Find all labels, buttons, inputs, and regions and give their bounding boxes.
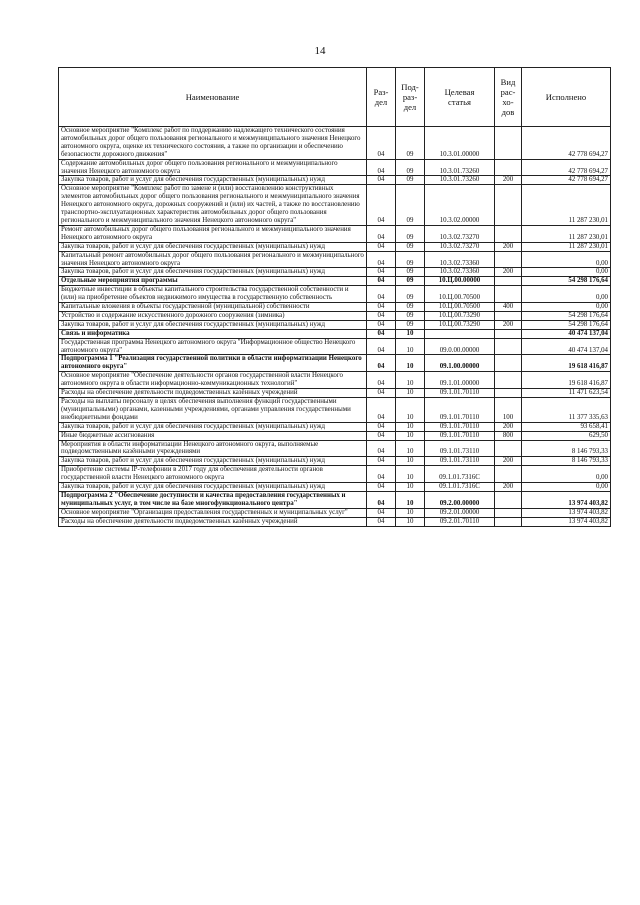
cell-target: 09.1.01.73110 [425,440,495,457]
cell-name: Бюджетные инвестиции в объекты капитального строительства государственной собственности и (или) на приобретение объектов недвижимого имущества в государственную собственность [59,286,367,303]
cell-expense-type: 200 [495,457,522,466]
cell-target: 10.3.01.00000 [425,127,495,160]
cell-expense-type [495,225,522,242]
cell-section: 04 [367,127,396,160]
table-row [59,242,611,251]
cell-executed: 0,00 [522,483,611,492]
table-row [59,517,611,526]
cell-expense-type [495,508,522,517]
table-row [59,457,611,466]
header-executed [522,68,611,127]
cell-section: 04 [367,491,396,508]
cell-name: Закупка товаров, работ и услуг для обеспечения государственных (муниципальных) нужд [59,242,367,251]
cell-section: 04 [367,251,396,268]
cell-section: 04 [367,225,396,242]
cell-expense-type [495,185,522,226]
cell-name: Основное мероприятие "Организация предоставления государственных и муниципальных услуг" [59,508,367,517]
cell-name: Расходы на обеспечение деятельности подведомственных казённых учреждений [59,517,367,526]
cell-subsection: 10 [396,466,425,483]
cell-name: Иные бюджетные ассигнования [59,431,367,440]
cell-target: 09.2.00.00000 [425,491,495,508]
cell-name: Основное мероприятие "Обеспечение деятельности органов государственной власти Ненецкого автономного округа в области информационно-коммуникационных технологий" [59,372,367,389]
cell-executed: 0,00 [522,286,611,303]
cell-name: Связь и информатика [59,329,367,338]
table-row [59,440,611,457]
cell-subsection: 10 [396,389,425,398]
cell-executed: 0,00 [522,268,611,277]
table-row [59,311,611,320]
table-row [59,329,611,338]
cell-executed: 54 298 176,64 [522,320,611,329]
cell-target: 10.3.02.00000 [425,185,495,226]
cell-section: 04 [367,398,396,423]
header-subsection [396,68,425,127]
cell-executed: 54 298 176,64 [522,311,611,320]
table-row [59,225,611,242]
cell-executed: 42 778 694,27 [522,176,611,185]
cell-executed: 11 287 230,01 [522,185,611,226]
cell-executed: 8 146 793,33 [522,457,611,466]
cell-subsection: 10 [396,338,425,355]
cell-expense-type: 200 [495,268,522,277]
cell-section: 04 [367,466,396,483]
cell-name: Основное мероприятие "Комплекс работ по поддержанию надлежащего технического состояния автомобильных дорог общего пользования регионального и межмуниципального значения Ненецкого автономного округа, оценке их технического состояния, а также по организации и обеспечению безопасности дорожного движения" [59,127,367,160]
cell-subsection: 09 [396,303,425,312]
header-target [425,68,495,127]
cell-expense-type [495,329,522,338]
cell-target: 09.1.01.73110 [425,457,495,466]
table-row [59,372,611,389]
cell-section: 04 [367,311,396,320]
cell-target: 10.Ц.00.00000 [425,277,495,286]
cell-section: 04 [367,457,396,466]
cell-subsection: 10 [396,372,425,389]
header-subsection-label: Под- раз- дел [401,82,419,112]
cell-section: 04 [367,329,396,338]
cell-expense-type [495,517,522,526]
cell-section: 04 [367,431,396,440]
table-row [59,466,611,483]
cell-executed: 13 974 403,82 [522,517,611,526]
cell-expense-type: 400 [495,303,522,312]
cell-executed: 11 471 623,54 [522,389,611,398]
cell-expense-type [495,355,522,372]
cell-name: Закупка товаров, работ и услуг для обеспечения государственных (муниципальных) нужд [59,422,367,431]
expenditure-table [58,67,611,527]
cell-target: 10.Ц.00.73290 [425,311,495,320]
cell-target: 10.3.02.73270 [425,225,495,242]
cell-expense-type [495,127,522,160]
table-row [59,286,611,303]
cell-executed: 629,50 [522,431,611,440]
table-row [59,491,611,508]
cell-executed: 0,00 [522,466,611,483]
table-row [59,483,611,492]
cell-subsection: 09 [396,311,425,320]
cell-executed: 13 974 403,82 [522,491,611,508]
cell-expense-type [495,372,522,389]
cell-name: Подпрограмма 1 "Реализация государственной политики в области информатизации Ненецкого автономного округа" [59,355,367,372]
cell-name: Основное мероприятие "Комплекс работ по замене и (или) восстановлению конструктивных элементов автомобильных дорог общего пользования регионального и межмуниципального значения Ненецкого автономного округа, дорожных сооружений и (или) их частей, а также по восстановлению транспортно-эксплуатационных характеристик автомобильных дорог общего пользования регионального и межмуниципального значения Ненецкого автономного округа" [59,185,367,226]
cell-executed: 40 474 137,04 [522,338,611,355]
cell-executed: 13 974 403,82 [522,508,611,517]
cell-section: 04 [367,508,396,517]
cell-executed: 40 474 137,04 [522,329,611,338]
cell-section: 04 [367,286,396,303]
table-row [59,355,611,372]
cell-target [425,329,495,338]
cell-section: 04 [367,372,396,389]
header-section [367,68,396,127]
header-executed-label: Исполнено [545,92,587,102]
cell-name: Закупка товаров, работ и услуг для обеспечения государственных (муниципальных) нужд [59,320,367,329]
cell-section: 04 [367,303,396,312]
cell-expense-type [495,338,522,355]
cell-subsection: 10 [396,329,425,338]
cell-name: Капитальные вложения в объекты государственной (муниципальной) собственности [59,303,367,312]
cell-expense-type [495,311,522,320]
cell-subsection: 09 [396,225,425,242]
cell-expense-type [495,277,522,286]
header-expense-type-label: Вид рас- хо- дов [500,77,516,117]
cell-expense-type [495,491,522,508]
cell-executed: 19 618 416,87 [522,355,611,372]
cell-expense-type: 200 [495,176,522,185]
table-row [59,389,611,398]
cell-subsection: 10 [396,398,425,423]
cell-target: 10.Ц.00.73290 [425,320,495,329]
cell-name: Подпрограмма 2 "Обеспечение доступности и качества предоставления государственных и муниципальных услуг, в том числе на базе многофункционального центра" [59,491,367,508]
cell-target: 09.2.01.70110 [425,517,495,526]
cell-section: 04 [367,517,396,526]
cell-expense-type: 200 [495,320,522,329]
cell-target: 09.1.01.7316С [425,483,495,492]
cell-section: 04 [367,242,396,251]
page-number: 14 [314,45,326,57]
cell-expense-type: 200 [495,242,522,251]
cell-expense-type: 200 [495,483,522,492]
cell-expense-type [495,440,522,457]
cell-target: 09.2.01.00000 [425,508,495,517]
cell-executed: 11 287 230,01 [522,242,611,251]
cell-target: 09.1.00.00000 [425,355,495,372]
header-expense-type [495,68,522,127]
cell-name: Устройство и содержание искусственного дорожного сооружения (зимника) [59,311,367,320]
cell-section: 04 [367,159,396,176]
table-row [59,127,611,160]
cell-subsection: 10 [396,508,425,517]
cell-expense-type [495,389,522,398]
cell-target: 09.0.00.00000 [425,338,495,355]
table-row [59,176,611,185]
cell-subsection: 10 [396,440,425,457]
cell-target: 09.1.01.70110 [425,389,495,398]
cell-subsection: 09 [396,159,425,176]
cell-executed: 0,00 [522,251,611,268]
cell-name: Закупка товаров, работ и услуг для обеспечения государственных (муниципальных) нужд [59,176,367,185]
cell-name: Капитальный ремонт автомобильных дорог общего пользования регионального и межмуниципального значения Ненецкого автономного округа [59,251,367,268]
cell-name: Государственная программа Ненецкого автономного округа "Информационное общество Ненецкого автономного округа" [59,338,367,355]
cell-subsection: 09 [396,320,425,329]
cell-subsection: 09 [396,268,425,277]
cell-name: Расходы на выплаты персоналу в целях обеспечения выполнения функций государственными (муниципальными) органами, казенными учреждениями, органами управления государственными внебюджетными фондами [59,398,367,423]
cell-name: Расходы на обеспечение деятельности подведомственных казённых учреждений [59,389,367,398]
cell-target: 10.3.02.73360 [425,268,495,277]
cell-subsection: 10 [396,422,425,431]
table-row [59,159,611,176]
cell-target: 10.Ц.00.70500 [425,286,495,303]
cell-subsection: 09 [396,176,425,185]
cell-name: Отдельные мероприятия программы [59,277,367,286]
cell-section: 04 [367,320,396,329]
cell-subsection: 10 [396,431,425,440]
cell-section: 04 [367,422,396,431]
cell-name: Приобретение системы IP-телефонии в 2017 году для обеспечения деятельности органов государственной власти Ненецкого автономного округа [59,466,367,483]
table-row [59,338,611,355]
cell-executed: 42 778 694,27 [522,127,611,160]
cell-subsection: 10 [396,517,425,526]
table-row [59,431,611,440]
cell-target: 10.3.01.73260 [425,159,495,176]
cell-subsection: 10 [396,491,425,508]
cell-expense-type: 200 [495,422,522,431]
cell-expense-type [495,159,522,176]
cell-subsection: 09 [396,277,425,286]
cell-executed: 8 146 793,33 [522,440,611,457]
cell-section: 04 [367,355,396,372]
cell-section: 04 [367,277,396,286]
cell-target: 09.1.01.00000 [425,372,495,389]
cell-section: 04 [367,176,396,185]
cell-name: Закупка товаров, работ и услуг для обеспечения государственных (муниципальных) нужд [59,457,367,466]
table-row [59,277,611,286]
cell-executed: 19 618 416,87 [522,372,611,389]
cell-name: Закупка товаров, работ и услуг для обеспечения государственных (муниципальных) нужд [59,483,367,492]
cell-target: 09.1.01.70110 [425,398,495,423]
cell-subsection: 09 [396,127,425,160]
cell-executed: 11 287 230,01 [522,225,611,242]
table-row [59,185,611,226]
cell-subsection: 09 [396,242,425,251]
cell-expense-type: 100 [495,398,522,423]
cell-expense-type [495,286,522,303]
header-section-label: Раз- дел [373,87,389,107]
header-name-label: Наименование [185,92,240,102]
table-row [59,303,611,312]
cell-target: 09.1.01.70110 [425,422,495,431]
cell-target: 10.Ц.00.70500 [425,303,495,312]
table-header-row [59,68,611,127]
cell-target: 09.1.01.7316С [425,466,495,483]
cell-expense-type [495,251,522,268]
cell-name: Содержание автомобильных дорог общего пользования регионального и межмуниципального значения Ненецкого автономного округа [59,159,367,176]
cell-subsection: 09 [396,286,425,303]
cell-section: 04 [367,389,396,398]
cell-subsection: 10 [396,483,425,492]
table-body [59,127,611,527]
table-row [59,398,611,423]
cell-subsection: 10 [396,457,425,466]
cell-executed: 42 778 694,27 [522,159,611,176]
cell-section: 04 [367,440,396,457]
table-row [59,422,611,431]
cell-subsection: 09 [396,251,425,268]
cell-section: 04 [367,338,396,355]
table-row [59,320,611,329]
cell-target: 10.3.02.73360 [425,251,495,268]
table-row [59,508,611,517]
cell-section: 04 [367,185,396,226]
table-row [59,268,611,277]
cell-target: 10.3.01.73260 [425,176,495,185]
cell-executed: 0,00 [522,303,611,312]
cell-subsection: 10 [396,355,425,372]
cell-subsection: 09 [396,185,425,226]
cell-executed: 54 298 176,64 [522,277,611,286]
cell-section: 04 [367,483,396,492]
cell-executed: 11 377 335,63 [522,398,611,423]
header-name [59,68,367,127]
cell-target: 10.3.02.73270 [425,242,495,251]
cell-target: 09.1.01.70110 [425,431,495,440]
cell-name: Мероприятия в области информатизации Ненецкого автономного округа, выполняемые подведомственными казёнными учреждениями [59,440,367,457]
header-target-label: Целевая статья [444,87,475,107]
cell-name: Ремонт автомобильных дорог общего пользования регионального и межмуниципального значения Ненецкого автономного округа [59,225,367,242]
cell-section: 04 [367,268,396,277]
cell-name: Закупка товаров, работ и услуг для обеспечения государственных (муниципальных) нужд [59,268,367,277]
cell-executed: 93 658,41 [522,422,611,431]
table-row [59,251,611,268]
cell-expense-type [495,466,522,483]
cell-expense-type: 800 [495,431,522,440]
